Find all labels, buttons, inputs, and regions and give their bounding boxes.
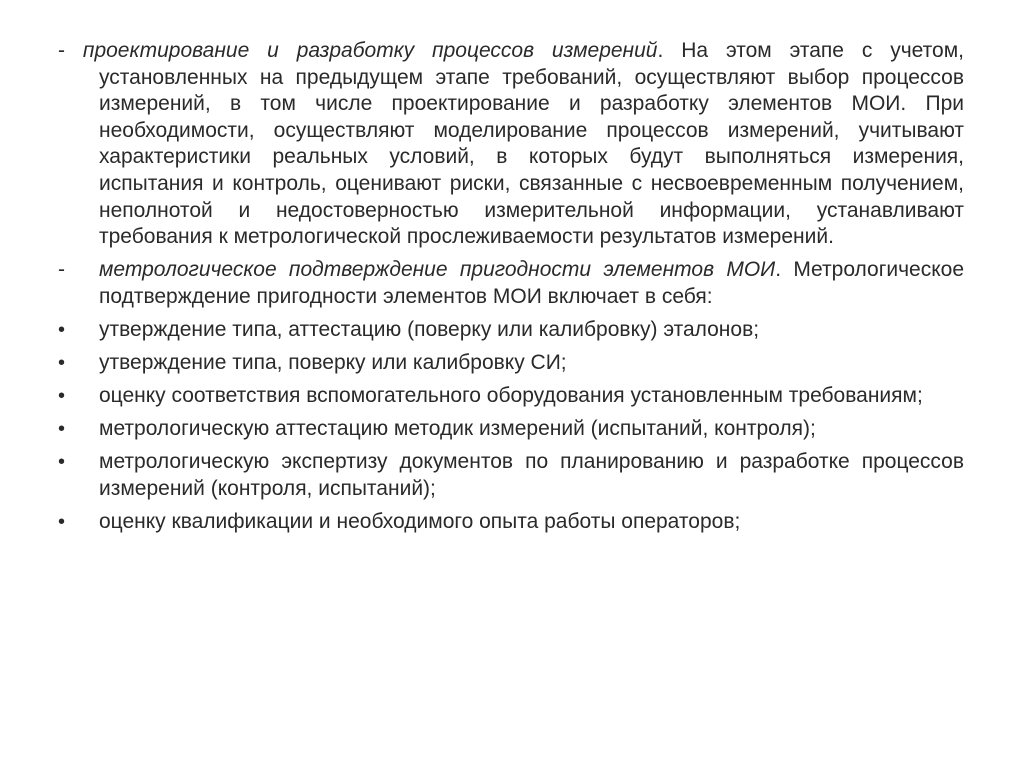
item-body: оценку соответствия вспомогательного оборудования установленным требованиям; (99, 384, 923, 408)
list-item-bullet (58, 449, 964, 502)
item-body: утверждение типа, аттестацию (поверку или калибровку) эталонов; (99, 317, 760, 341)
item-body: . На этом этапе с учетом, установленных на предыдущем этапе требований, осуществляют выбор процессов измерений, в том числе проектирование и разработку элементов МОИ. При необходимости, осуществляют моделирование процессов измерений, учитывают характеристики реальных условий, в которых будут выполняться измерения, испытания и контроль, оценивают риски, связанные с несвоевременным получением, неполнотой и недостоверностью измерительной информации, устанавливают требования к метрологической прослеживаемости результатов измерений. (99, 39, 964, 249)
item-body: утверждение типа, поверку или калибровку СИ; (99, 351, 567, 375)
list-item-design (58, 38, 964, 251)
list-item-bullet (58, 509, 964, 536)
list-item-confirmation (58, 257, 964, 310)
dash-marker: - (58, 258, 65, 282)
dash-marker-inline: - (58, 39, 65, 62)
list-item-text (99, 257, 964, 310)
bullet-marker: • (58, 352, 66, 375)
list-item-bullet (58, 350, 964, 377)
list-item-text (58, 38, 964, 251)
list-item-bullet (58, 416, 964, 443)
bullet-marker: • (58, 318, 66, 341)
item-body: метрологическую экспертизу документов по планированию и разработке процессов измерений (контроля, испытаний); (99, 450, 964, 500)
bullet-marker: • (58, 451, 66, 474)
list-item-bullet (58, 383, 964, 410)
item-body: оценку квалификации и необходимого опыта работы операторов; (99, 510, 741, 533)
italic-lead: метрологическое подтверждение пригодности элементов МОИ (99, 258, 776, 282)
item-body: метрологическую аттестацию методик измерений (испытаний, контроля); (99, 417, 816, 441)
bullet-marker: • (58, 511, 66, 533)
content-list (58, 38, 964, 542)
bullet-marker: • (58, 418, 66, 441)
italic-lead: проектирование и разработку процессов измерений (82, 39, 658, 62)
item-body: . Метрологическое подтверждение пригодности элементов МОИ включает в себя: (99, 258, 965, 308)
bullet-marker: • (58, 385, 66, 408)
list-item-bullet (58, 317, 964, 344)
